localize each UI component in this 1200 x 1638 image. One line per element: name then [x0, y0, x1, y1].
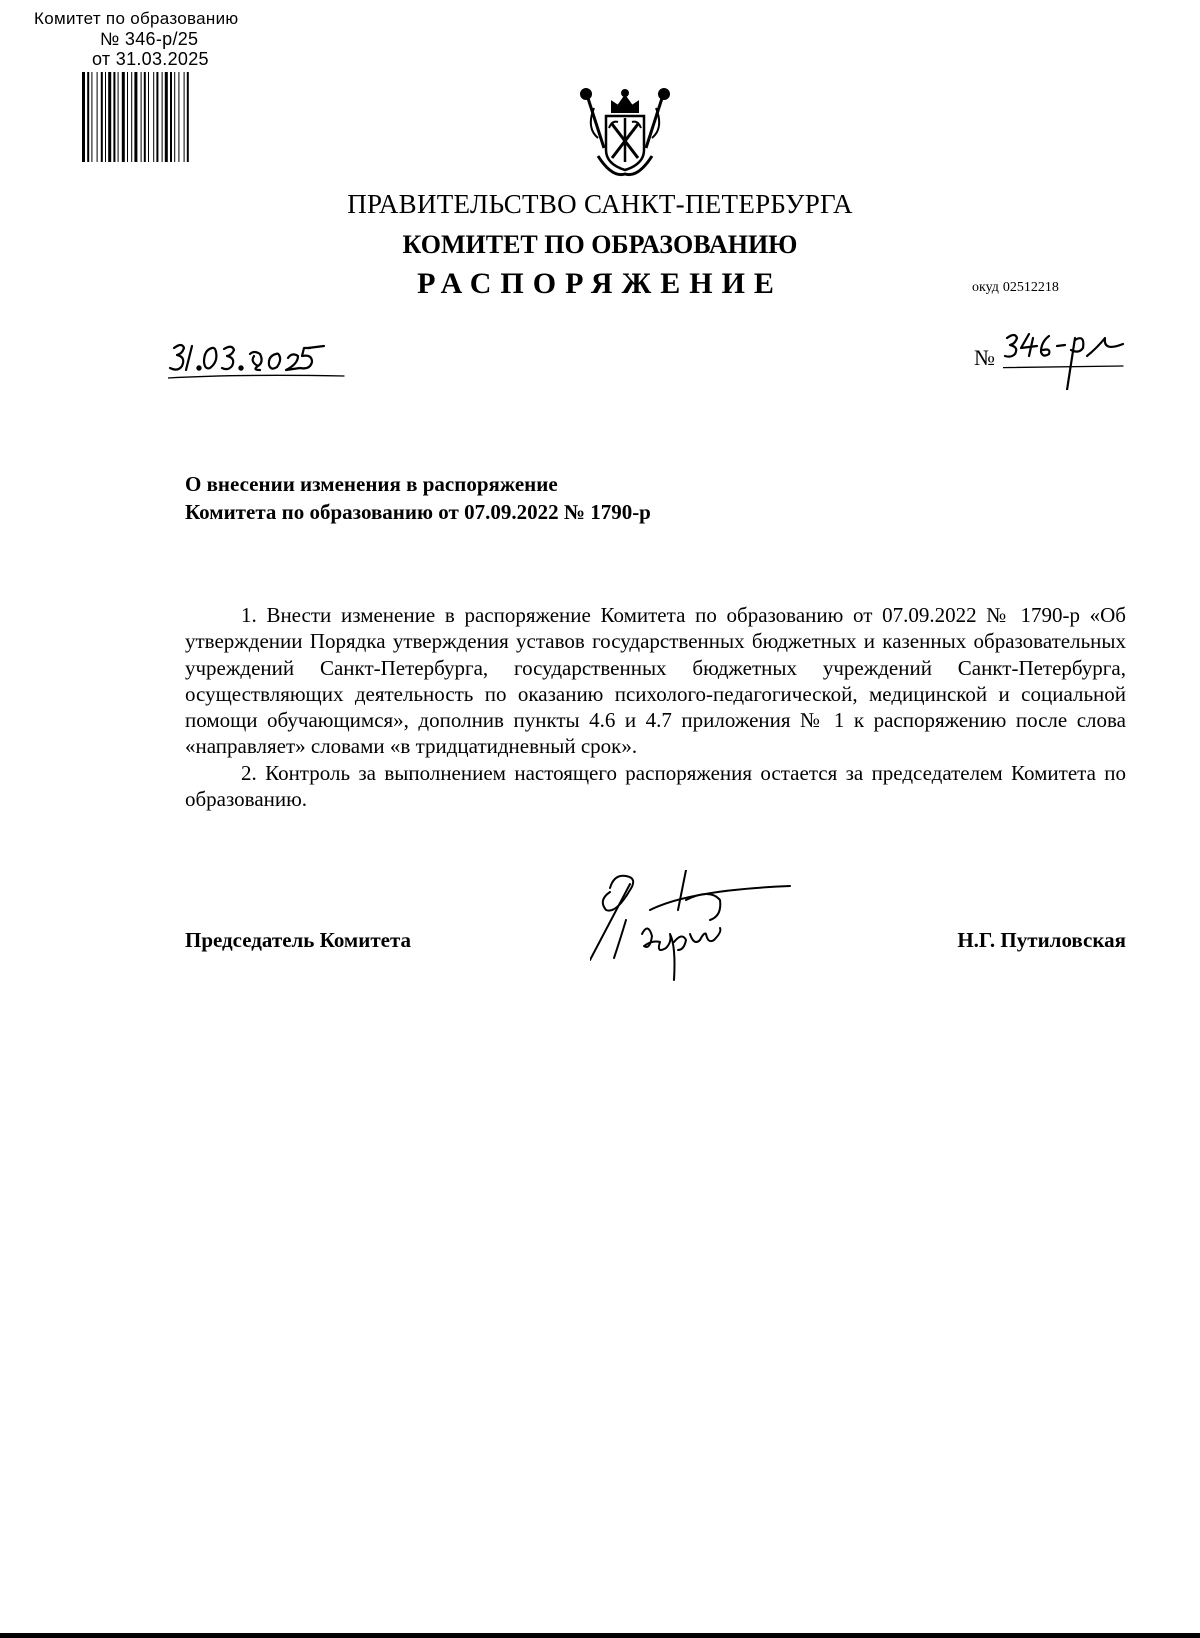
barcode-bar: [113, 72, 115, 162]
barcode-icon: [82, 72, 262, 162]
order-number-label: №: [974, 345, 995, 370]
handwritten-order-number: [1003, 332, 1133, 390]
okud-value: 02512218: [1002, 280, 1059, 295]
barcode-bar: [91, 72, 92, 162]
barcode-bar: [153, 72, 154, 162]
barcode-bar: [148, 72, 149, 162]
barcode-bar: [184, 72, 185, 162]
barcode-bar: [178, 72, 179, 162]
barcode-bar: [101, 72, 103, 162]
barcode-bar: [156, 72, 158, 162]
barcode-bar: [134, 72, 137, 162]
barcode-bar: [165, 72, 168, 162]
okud-label: окуд: [972, 280, 999, 295]
barcode-bar: [97, 72, 98, 162]
okud-code: [972, 280, 1059, 296]
stamp-number: № 346-р/25: [100, 29, 199, 49]
paragraph-1: 1. Внести изменение в распоряжение Комитета по образованию от 07.09.2022 № 1790-р «Об утверждении Порядка утверждения уставов государственных бюджетных и казенных образовательных учреждений Санкт-Петербурга, государственных бюджетных учреждений Санкт-Петербурга, осуществляющих деятельность по оказанию психолого-педагогической, медицинской и социальной помощи обучающимся», дополнив пункты 4.6 и 4.7 приложения № 1 к распоряжению после слова «направляет» словами «в тридцатидневный срок».: [185, 603, 1126, 759]
barcode-bar: [131, 72, 132, 162]
handwritten-signature: [590, 870, 820, 985]
barcode-bar: [118, 72, 119, 162]
document-type-title: РАСПОРЯЖЕНИЕ: [417, 267, 783, 300]
document-subject: [185, 470, 651, 526]
barcode-bar: [127, 72, 128, 162]
barcode-bar: [162, 72, 163, 162]
barcode-bar: [174, 72, 175, 162]
barcode-bar: [187, 72, 189, 162]
handwritten-date: [168, 340, 348, 384]
coat-of-arms-icon: [576, 88, 674, 180]
barcode-bar: [141, 72, 142, 162]
signatory-name: Н.Г. Путиловская: [957, 928, 1126, 952]
barcode-bar: [144, 72, 146, 162]
subject-line-2: Комитета по образованию от 07.09.2022 № 1790-р: [185, 500, 651, 524]
committee-name: КОМИТЕТ ПО ОБРАЗОВАНИЮ: [402, 230, 798, 259]
subject-line-1: О внесении изменения в распоряжение: [185, 472, 558, 496]
signatory-position: Председатель Комитета: [185, 928, 412, 952]
government-name: ПРАВИТЕЛЬСТВО САНКТ-ПЕТЕРБУРГА: [347, 189, 853, 219]
barcode-bar: [82, 72, 85, 162]
stamp-date: от 31.03.2025: [92, 49, 209, 69]
barcode-bar: [105, 72, 106, 162]
barcode-bar: [108, 72, 111, 162]
barcode-bar: [170, 72, 172, 162]
stamp-organization: Комитет по образованию: [34, 9, 239, 28]
paragraph-2: 2. Контроль за выполнением настоящего распоряжения остается за председателем Комитета по образованию.: [185, 760, 1126, 812]
barcode-bar: [87, 72, 89, 162]
document-body: [185, 602, 1126, 812]
barcode-bar: [122, 72, 125, 162]
scan-edge-line: [0, 1633, 1200, 1638]
